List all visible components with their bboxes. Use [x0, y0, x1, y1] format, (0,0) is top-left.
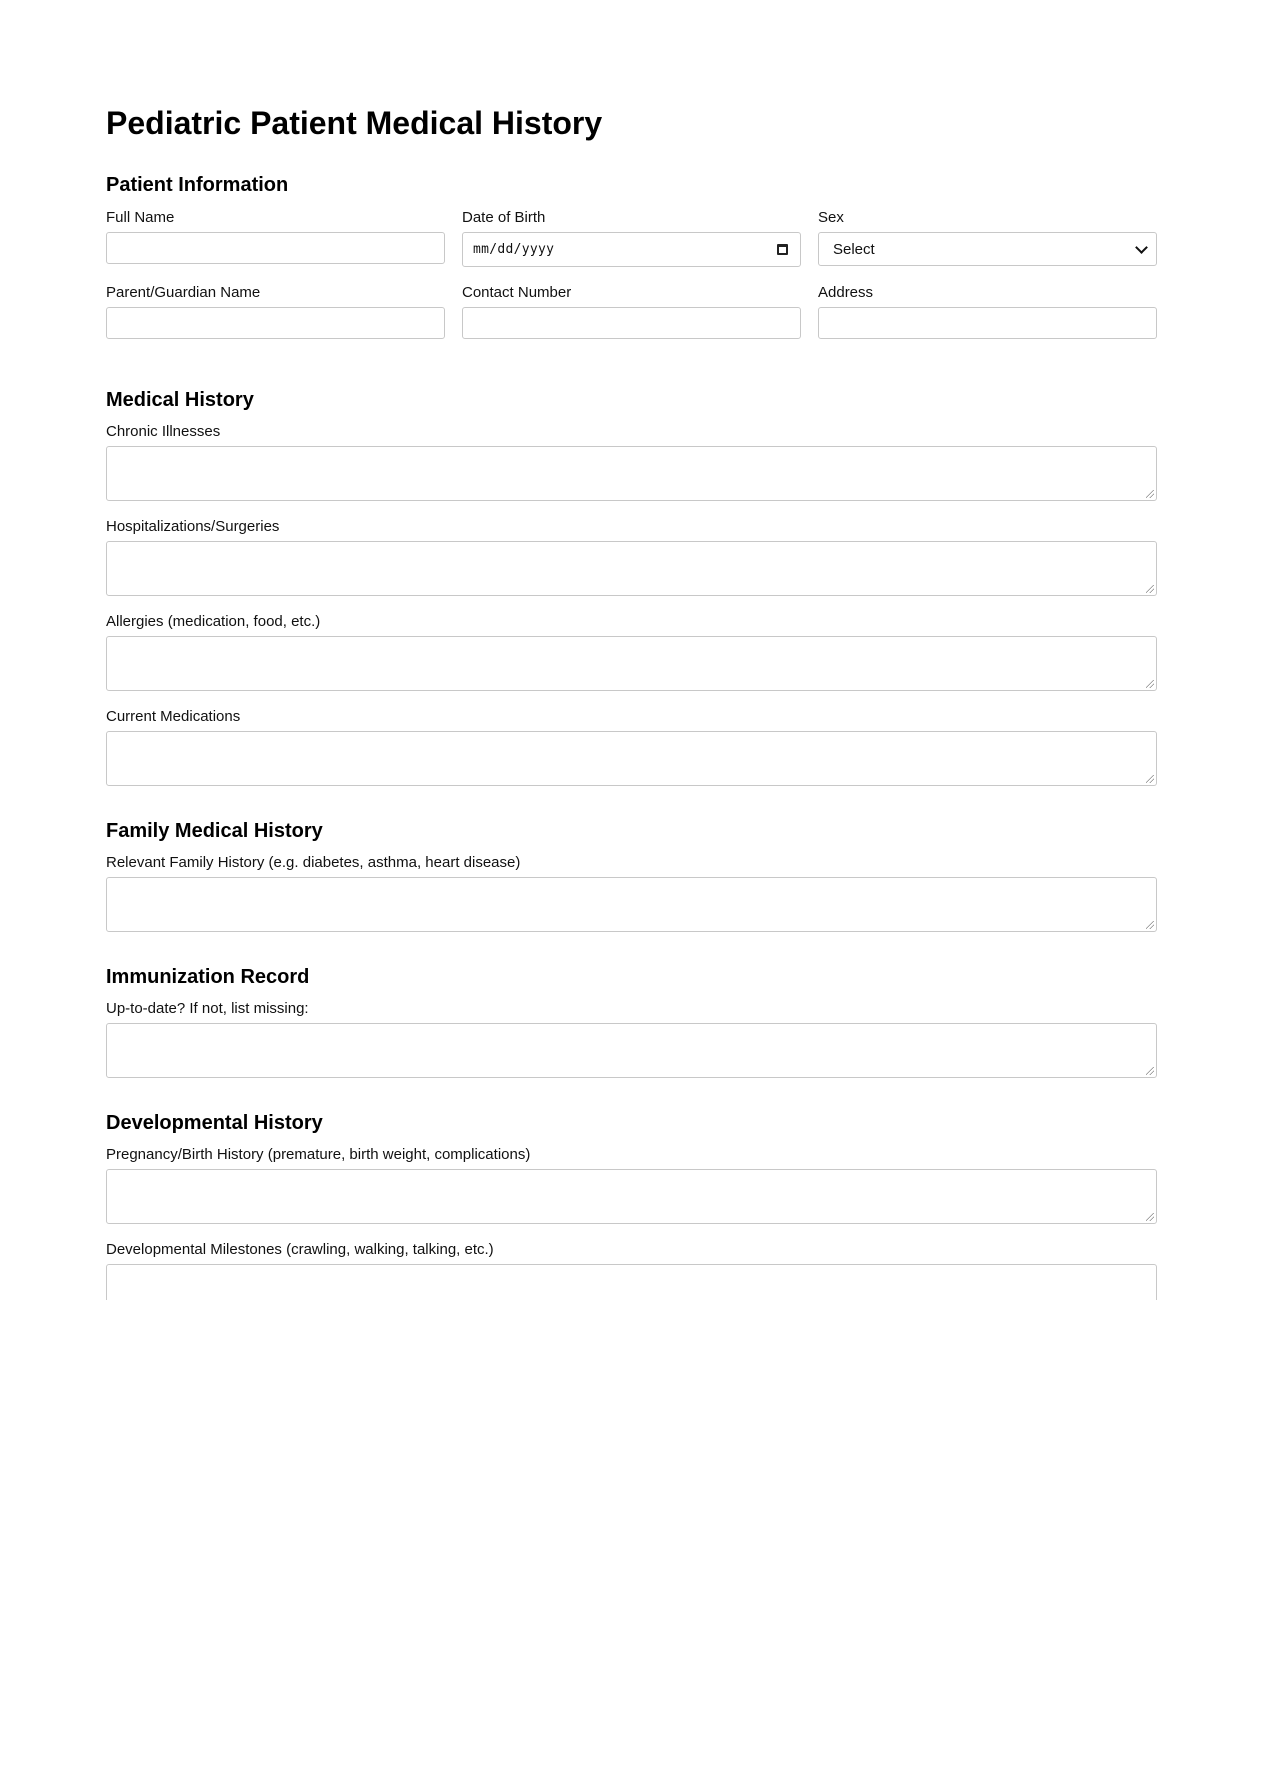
section-medical-history [106, 388, 1157, 786]
resize-grip-icon[interactable] [1146, 490, 1154, 498]
chronic-illnesses-field-group [106, 423, 1157, 501]
address-field-group [818, 284, 1157, 339]
resize-grip-icon[interactable] [1146, 585, 1154, 593]
current-medications-field-group [106, 708, 1157, 786]
birth-history-label: Pregnancy/Birth History (premature, birth weight, complications) [106, 1146, 531, 1163]
chevron-down-icon [1135, 241, 1148, 254]
full-name-label: Full Name [106, 209, 175, 226]
form-body [106, 173, 1157, 1300]
section-family-history [106, 819, 1157, 932]
section-heading: Family Medical History [106, 820, 323, 842]
family-history-field-group [106, 854, 1157, 932]
dob-field-group [462, 209, 801, 267]
section-immunization-record [106, 965, 1157, 1078]
dob-placeholder: mm/dd/yyyy [473, 242, 555, 257]
birth-history-textarea[interactable] [106, 1169, 1157, 1224]
milestones-label: Developmental Milestones (crawling, walking, talking, etc.) [106, 1241, 494, 1258]
resize-grip-icon[interactable] [1146, 921, 1154, 929]
sex-label: Sex [818, 209, 844, 226]
immunization-label: Up-to-date? If not, list missing: [106, 1000, 309, 1017]
page-title: Pediatric Patient Medical History [106, 105, 603, 141]
full-name-input[interactable] [106, 232, 445, 264]
resize-grip-icon[interactable] [1146, 680, 1154, 688]
birth-history-field-group [106, 1146, 1157, 1224]
current-medications-label: Current Medications [106, 708, 241, 725]
chronic-illnesses-label: Chronic Illnesses [106, 423, 221, 440]
guardian-label: Parent/Guardian Name [106, 284, 261, 301]
form-page [106, 0, 1157, 1300]
resize-grip-icon[interactable] [1146, 1213, 1154, 1221]
guardian-name-input[interactable] [106, 307, 445, 339]
resize-grip-icon[interactable] [1146, 1067, 1154, 1075]
contact-label: Contact Number [462, 284, 572, 301]
contact-number-input[interactable] [462, 307, 801, 339]
immunization-textarea[interactable] [106, 1023, 1157, 1078]
family-history-label: Relevant Family History (e.g. diabetes, asthma, heart disease) [106, 854, 521, 871]
allergies-label: Allergies (medication, food, etc.) [106, 613, 321, 630]
section-heading: Patient Information [106, 174, 289, 196]
section-heading: Medical History [106, 389, 254, 411]
patient-info-grid [106, 209, 1157, 339]
section-heading: Developmental History [106, 1112, 323, 1134]
section-patient-information [106, 173, 1157, 339]
address-input[interactable] [818, 307, 1157, 339]
allergies-textarea[interactable] [106, 636, 1157, 691]
address-label: Address [818, 284, 874, 301]
hospitalizations-textarea[interactable] [106, 541, 1157, 596]
sex-field-group [818, 209, 1157, 266]
milestones-field-group [106, 1241, 1157, 1300]
resize-grip-icon[interactable] [1146, 775, 1154, 783]
family-history-textarea[interactable] [106, 877, 1157, 932]
dob-input[interactable] [462, 232, 801, 267]
section-developmental-history [106, 1111, 1157, 1300]
calendar-icon[interactable] [777, 244, 788, 255]
guardian-field-group [106, 284, 445, 339]
section-heading: Immunization Record [106, 966, 310, 988]
full-name-field-group [106, 209, 445, 264]
sex-select[interactable] [818, 232, 1157, 266]
dob-label: Date of Birth [462, 209, 546, 226]
sex-selected-value: Select [833, 240, 875, 258]
contact-field-group [462, 284, 801, 339]
allergies-field-group [106, 613, 1157, 691]
hospitalizations-label: Hospitalizations/Surgeries [106, 518, 280, 535]
immunization-field-group [106, 1000, 1157, 1078]
chronic-illnesses-textarea[interactable] [106, 446, 1157, 501]
current-medications-textarea[interactable] [106, 731, 1157, 786]
hospitalizations-field-group [106, 518, 1157, 596]
milestones-textarea[interactable] [106, 1264, 1157, 1300]
